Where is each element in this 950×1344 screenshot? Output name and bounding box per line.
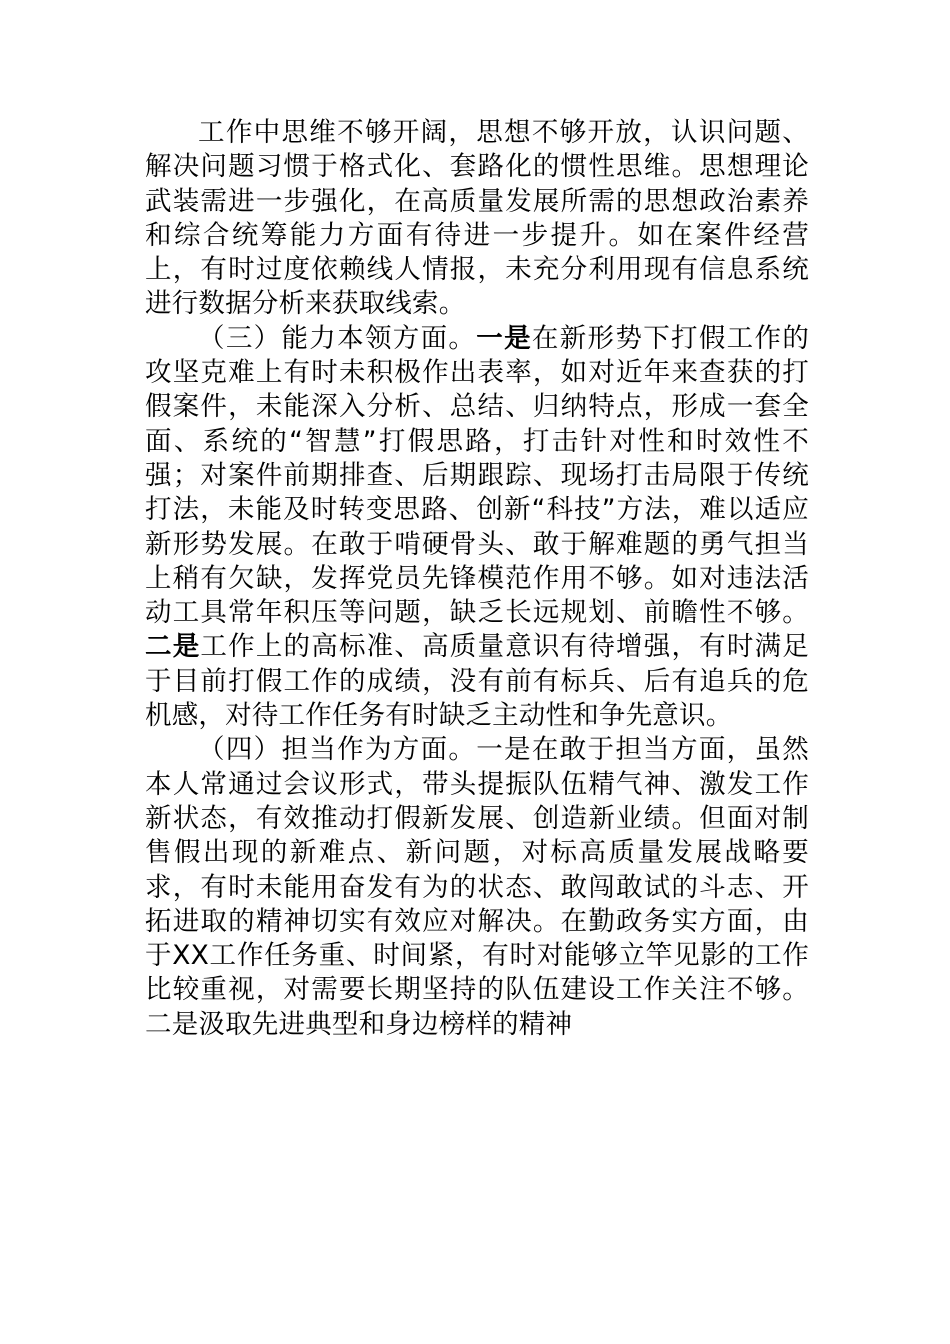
document-body [145, 116, 809, 1042]
paragraph-ability-section [145, 322, 809, 734]
paragraph-responsibility-section [145, 733, 809, 1042]
paragraph-text: 在新形势下打假工作的攻坚克难上有时未积极作出表率，如对近年来查获的打假案件，未能深入分析、总结、归纳特点，形成一套全面、系统的“智慧”打假思路，打击针对性和时效性不强；对案件前期排查、后期跟踪、现场打击局限于传统打法，未能及时转变思路、创新“科技”方法，难以适应新形势发展。在敢于啃硬骨头、敢于解难题的勇气担当上稍有欠缺，发挥党员先锋模范作用不够。如对违法活动工具常年积压等问题，缺乏长远规划、前瞻性不够。 [145, 322, 810, 629]
paragraph-text: 工作中思维不够开阔，思想不够开放，认识问题、解决问题习惯于格式化、套路化的惯性思维。思想理论武装需进一步强化，在高质量发展所需的思想政治素养和综合统筹能力方面有待进一步提升。如在案件经营上，有时过度依赖线人情报，未充分利用现有信息系统进行数据分析来获取线索。 [145, 117, 809, 320]
paragraph-text: 工作上的高标准、高质量意识有待增强，有时满足于目前打假工作的成绩，没有前有标兵、后有追兵的危机感，对待工作任务有时缺乏主动性和争先意识。 [145, 631, 809, 732]
paragraph-text: （三）能力本领方面。 [198, 322, 477, 354]
bold-marker-second: 二是 [145, 631, 201, 663]
bold-marker-first: 一是 [476, 322, 532, 354]
paragraph-thinking-issues [145, 116, 809, 322]
paragraph-text: （四）担当作为方面。一是在敢于担当方面，虽然本人常通过会议形式，带头提振队伍精气神、激发工作新状态，有效推动打假新发展、创造新业绩。但面对制售假出现的新难点、新问题，对标高质量发展战略要求，有时未能用奋发有为的状态、敢闯敢试的斗志、开拓进取的精神切实有效应对解决。在勤政务实方面，由于XX工作任务重、时间紧，有时对能够立竿见影的工作比较重视，对需要长期坚持的队伍建设工作关注不够。二是汲取先进典型和身边榜样的精神 [145, 734, 809, 1040]
